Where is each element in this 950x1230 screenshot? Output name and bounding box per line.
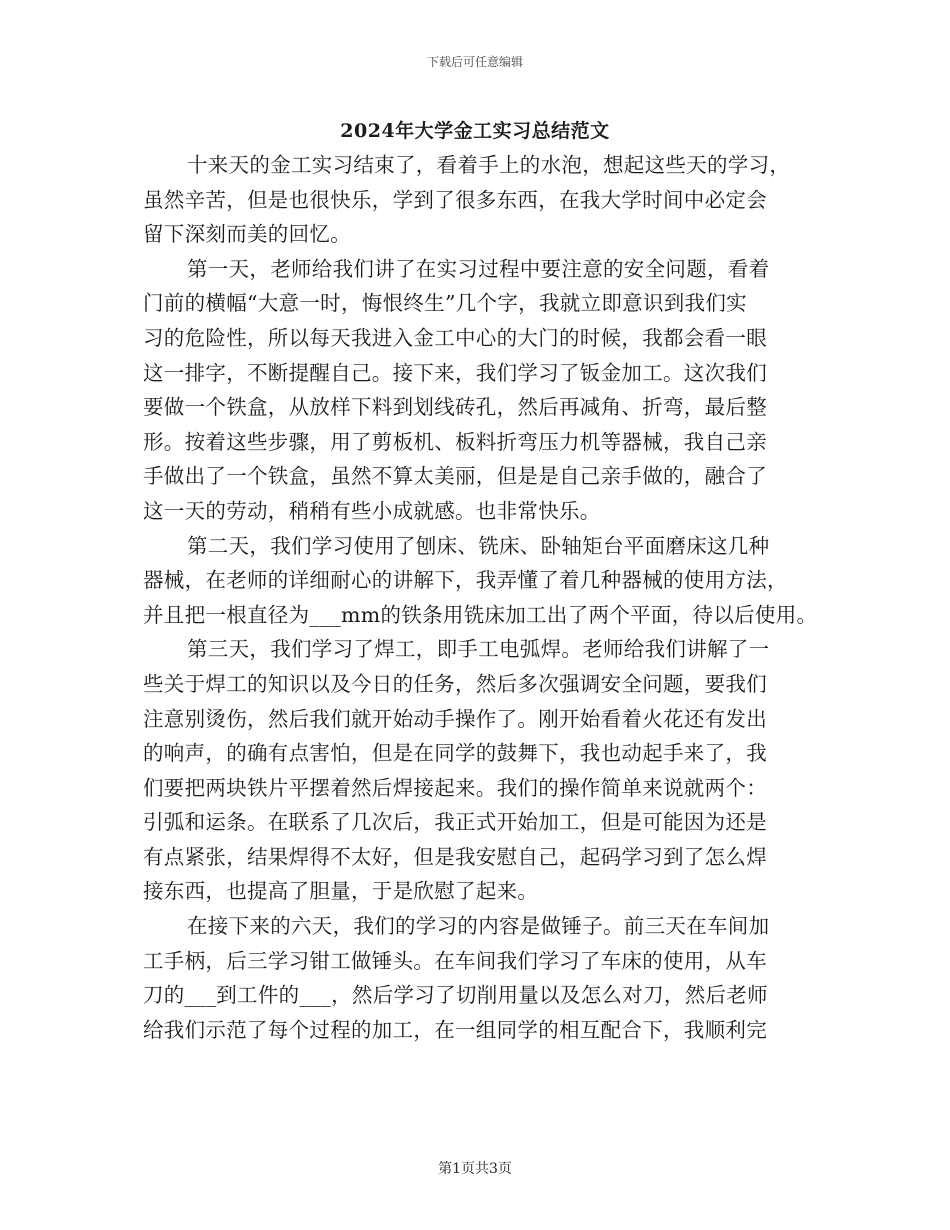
paragraph-5 bbox=[143, 909, 823, 1047]
text-line: 些关于焊工的知识以及今日的任务，然后多次强调安全问题，要我们 bbox=[143, 671, 767, 696]
text-line: 注意别烫伤，然后我们就开始动手操作了。刚开始看着火花还有发出 bbox=[143, 706, 767, 731]
text-line: 习的危险性，所以每天我进入金工中心的大门的时候，我都会看一眼 bbox=[143, 325, 767, 350]
paragraph-1 bbox=[143, 148, 823, 252]
text-line: 刀的___到工件的___，然后学习了切削用量以及怎么对刀，然后老师 bbox=[143, 983, 768, 1008]
text-line: 们要把两块铁片平摆着然后焊接起来。我们的操作简单来说就两个： bbox=[143, 775, 767, 800]
text-line: 有点紧张，结果焊得不太好，但是我安慰自己，起码学习到了怎么焊 bbox=[143, 844, 767, 869]
text-line: 引弧和运条。在联系了几次后，我正式开始加工，但是可能因为还是 bbox=[143, 810, 767, 835]
text-line: 第三天，我们学习了焊工，即手工电弧焊。老师给我们讲解了一 bbox=[187, 637, 770, 662]
text-line: 的响声，的确有点害怕，但是在同学的鼓舞下，我也动起手来了，我 bbox=[143, 741, 767, 766]
text-line: 在接下来的六天，我们的学习的内容是做锤子。前三天在车间加 bbox=[187, 914, 770, 939]
text-line: 器械，在老师的详细耐心的讲解下，我弄懂了着几种器械的使用方法， bbox=[143, 568, 788, 593]
text-line: 留下深刻而美的回忆。 bbox=[143, 222, 351, 247]
text-line: 这一天的劳动，稍稍有些小成就感。也非常快乐。 bbox=[143, 498, 601, 523]
text-line: 手做出了一个铁盒，虽然不算太美丽，但是是自己亲手做的，融合了 bbox=[143, 464, 767, 489]
text-line: 十来天的金工实习结束了，看着手上的水泡，想起这些天的学习， bbox=[187, 153, 791, 177]
text-line: 形。按着这些步骤，用了剪板机、板料折弯压力机等器械，我自己亲 bbox=[143, 429, 767, 454]
document-title: 2024年大学金工实习总结范文 bbox=[340, 120, 610, 142]
text-line: 并且把一根直径为___mm的铁条用铣床加工出了两个平面，待以后使用。 bbox=[143, 602, 818, 627]
text-line: 门前的横幅“大意一时，悔恨终生”几个字，我就立即意识到我们实 bbox=[143, 291, 747, 316]
text-line: 工手柄，后三学习钳工做锤头。在车间我们学习了车床的使用，从车 bbox=[143, 948, 767, 973]
text-line: 这一排字，不断提醒自己。接下来，我们学习了钣金加工。这次我们 bbox=[143, 360, 767, 385]
page-number: 第1页共3页 bbox=[438, 1161, 512, 1177]
paragraph-2 bbox=[143, 252, 823, 529]
paragraph-3 bbox=[143, 529, 823, 633]
text-line: 第二天，我们学习使用了刨床、铣床、卧轴矩台平面磨床这几种 bbox=[187, 533, 770, 558]
document-body bbox=[143, 148, 823, 1047]
page-header-note: 下载后可任意编辑 bbox=[426, 55, 523, 69]
text-line: 给我们示范了每个过程的加工，在一组同学的相互配合下，我顺利完 bbox=[143, 1017, 767, 1042]
text-line: 第一天，老师给我们讲了在实习过程中要注意的安全问题，看着 bbox=[187, 256, 770, 281]
text-line: 虽然辛苦，但是也很快乐，学到了很多东西，在我大学时间中必定会 bbox=[143, 187, 767, 212]
paragraph-4 bbox=[143, 632, 823, 909]
text-line: 要做一个铁盒，从放样下料到划线砖孔，然后再减角、折弯，最后整 bbox=[143, 395, 767, 420]
text-line: 接东西，也提高了胆量，于是欣慰了起来。 bbox=[143, 879, 539, 904]
